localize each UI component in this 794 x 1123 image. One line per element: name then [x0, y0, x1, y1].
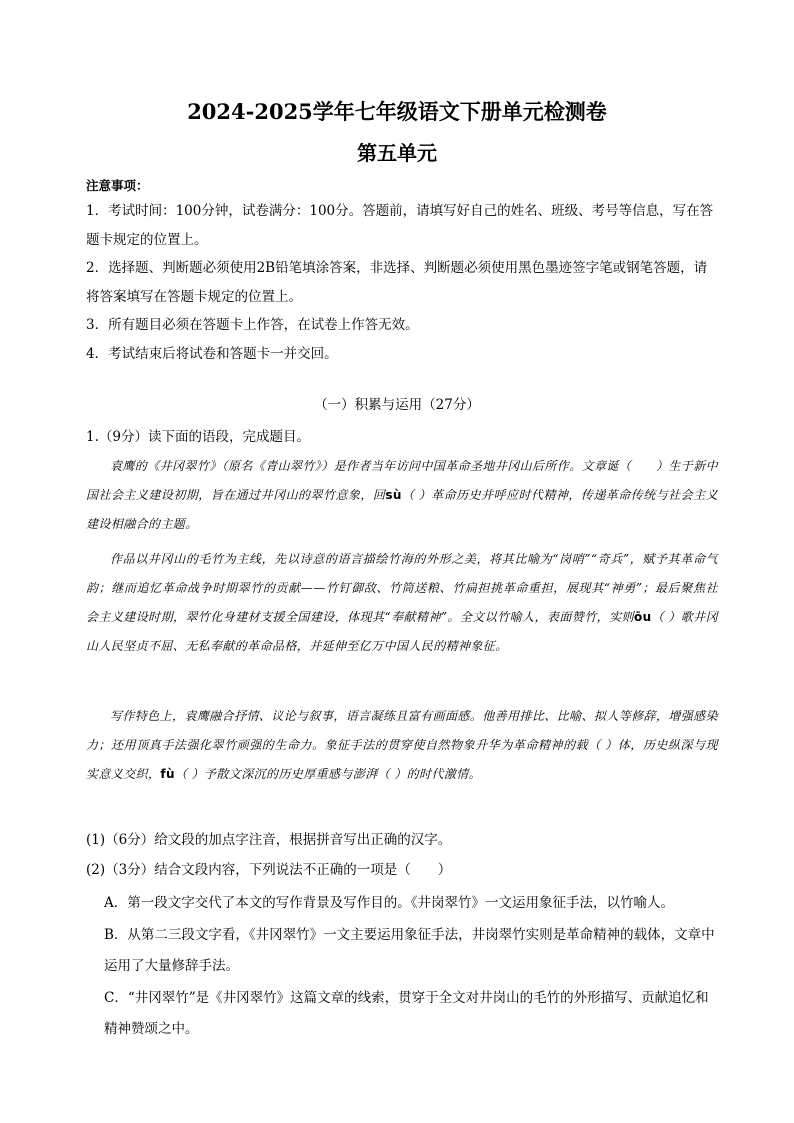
note-item-2: 2．选择题、判断题必须使用2B铅笔填涂答案，非选择、判断题必须使用黑色墨迹签字笔或钢笔答题，请将答案填写在答题卡规定的位置上。 [86, 260, 708, 305]
notes-section [86, 175, 718, 368]
p3-text-b: （ ）予散文深沉的历史厚重感与澎湃（ ）的时代激情。 [174, 767, 482, 781]
option-b: B．从第二三段文字看，《井冈翠竹》一文主要运用象征手法，井岗翠竹实则是革命精神的载体，文章中运用了大量修辞手法。 [104, 927, 715, 974]
sub-question-1: (1)（6分）给文段的加点字注音，根据拼音写出正确的汉字。 [86, 832, 452, 848]
sub-question-2: (2)（3分）结合文段内容，下列说法不正确的一项是（ ） [86, 862, 452, 878]
notes-heading: 注意事项： [86, 178, 149, 193]
unit-title: 第五单元 [357, 141, 437, 165]
note-item-1: 1．考试时间：100分钟，试卷满分：100分。答题前，请填写好自己的姓名、班级、考号等信息，写在答题卡规定的位置上。 [86, 203, 714, 248]
pinyin-su: sù [385, 488, 402, 502]
option-a: A．第一段文字交代了本文的写作背景及写作目的。《井岗翠竹》一文运用象征手法，以竹喻人。 [104, 895, 674, 911]
option-c: C．“井冈翠竹”是《井冈翠竹》这篇文章的线索，贯穿于全文对井岗山的毛竹的外形描写、贡献追忆和精神赞颂之中。 [104, 990, 709, 1037]
p1-text-b: （ ）革命历史并呼应时代精神，传递革命传统与社会主义建设相融合的主题。 [86, 488, 719, 531]
pinyin-ou: ōu [633, 610, 652, 624]
p1-text-a: 袁鹰的《井冈翠竹》（原名《青山翠竹》）是作者当年访问中国革命圣地井冈山后所作。文章诞（ ）生于新中国社会主义建设初期，旨在通过井冈山的翠竹意象，回 [86, 459, 719, 502]
question-1-stem: 1.（9分）读下面的语段，完成题目。 [86, 429, 310, 445]
section-heading: （一）积累与运用（27分） [314, 397, 480, 413]
p2-text-a: 作品以井冈山的毛竹为主线，先以诗意的语言描绘竹海的外形之美，将其比喻为“岗哨”“奇兵”，赋予其革命气韵；继而追忆革命战争时期翠竹的贡献——竹钉御敌、竹筒送粮、竹扁担挑革命重担，展现其“神勇”；最后聚焦社会主义建设时期，翠竹化身建材支援全国建设，体现其“奉献精神”。全文以竹喻人，表面赞竹，实则 [86, 552, 718, 624]
note-item-3: 3．所有题目必须在答题卡上作答，在试卷上作答无效。 [86, 317, 419, 333]
passage-paragraph-1 [86, 452, 718, 546]
note-item-4: 4．考试结束后将试卷和答题卡一并交回。 [86, 345, 338, 362]
passage-paragraph-2 [86, 545, 718, 668]
p3-text-a: 写作特色上，袁鹰融合抒情、议论与叙事，语言凝练且富有画面感。他善用排比、比喻、拟人等修辞，增强感染力；还用顶真手法强化翠竹顽强的生命力。象征手法的贯穿使自然物象升华为革命精神的载（ ）体，历史纵深与现实意义交织， [86, 709, 718, 781]
p2-text-b: （ ）歌井冈山人民坚贞不屈、无私奉献的革命品格，并延伸至亿万中国人民的精神象征。 [86, 610, 719, 653]
pinyin-fu: fù [160, 767, 175, 781]
exam-title: 2024-2025学年七年级语文下册单元检测卷 [187, 99, 607, 124]
passage-paragraph-3 [86, 702, 718, 796]
